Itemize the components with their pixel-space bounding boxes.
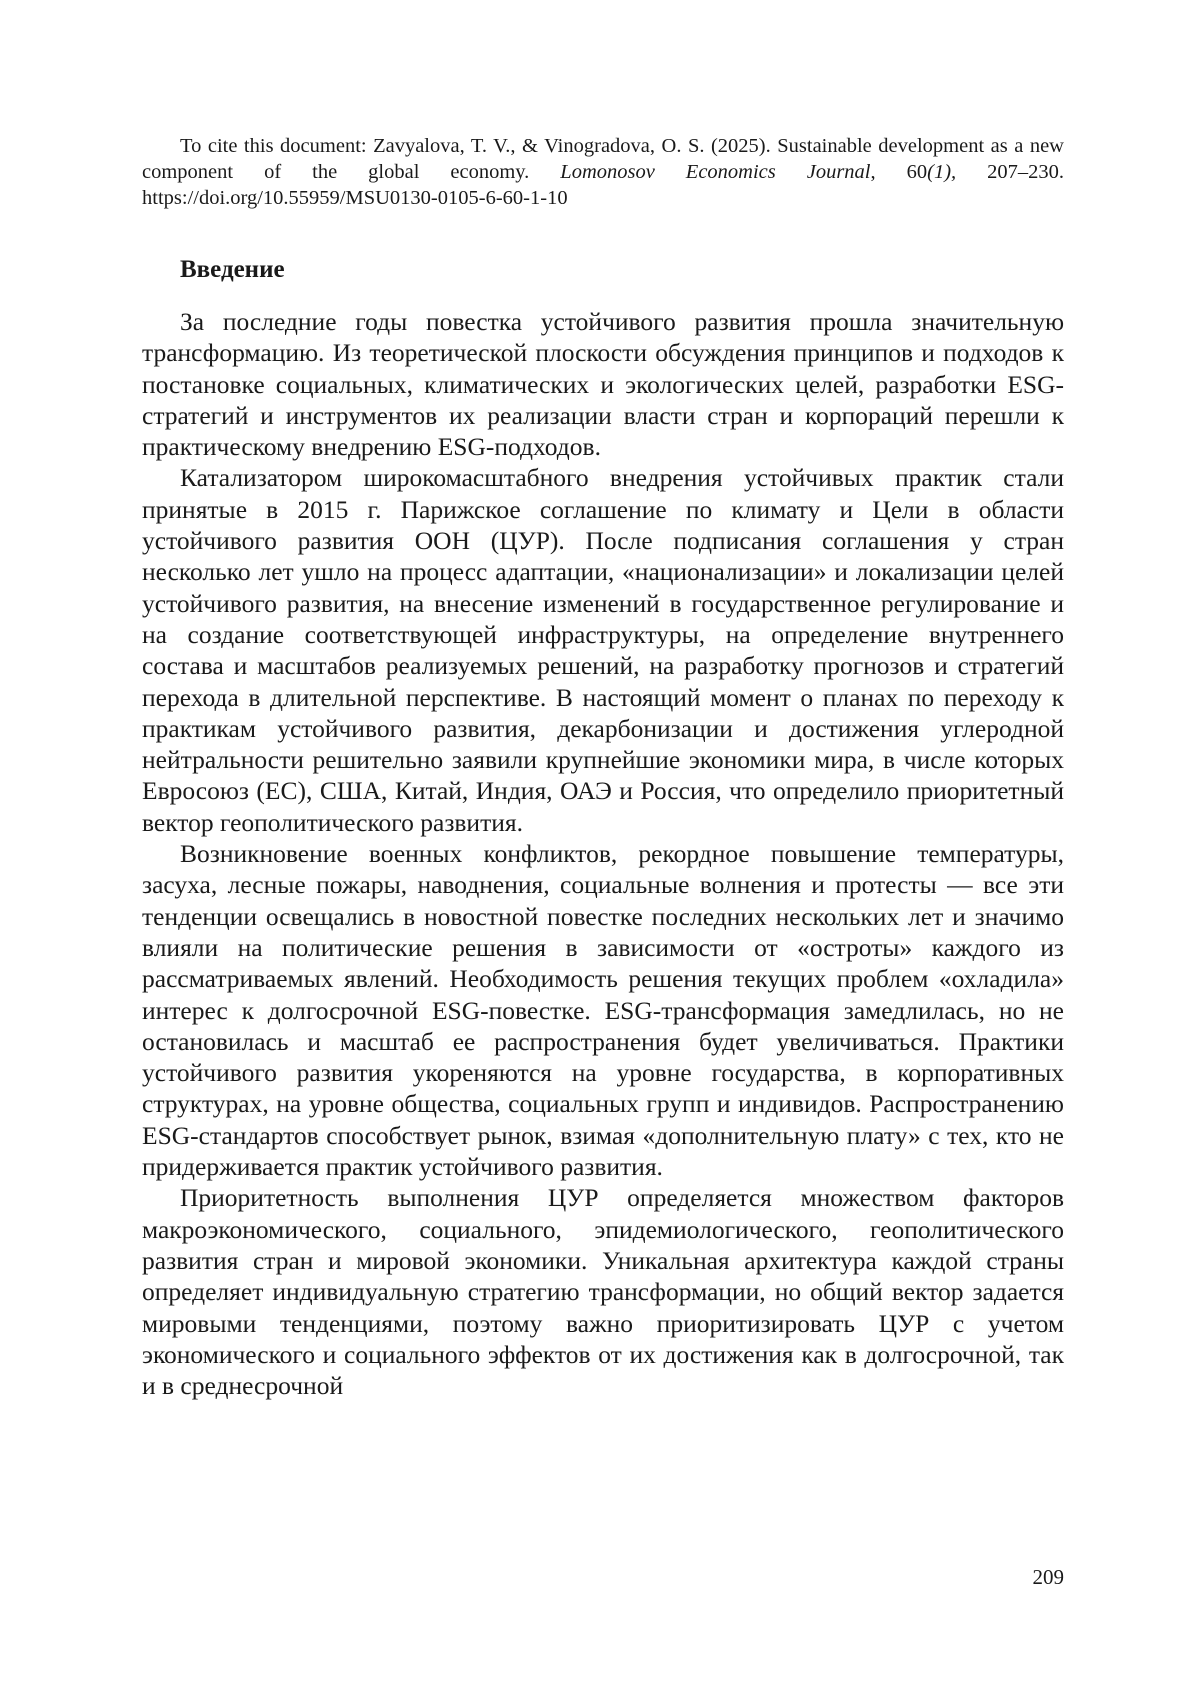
body-text [142, 306, 1064, 1401]
citation-suffix: 207–230. https://doi.org/10.55959/MSU0130-0105-6-60-1-10 [142, 161, 1065, 209]
page-content [142, 133, 1064, 1401]
citation-journal: Lomonosov Economics Journal [560, 161, 871, 183]
citation-prefix: To cite this document: Zavyalova, T. V., & Vinogradova, O. S. (2025). Sustainable development as a new component of the global economy. [142, 135, 1064, 183]
paragraph: Приоритетность выполнения ЦУР определяется множеством факторов макроэкономического, социального, эпидемиологического, геополитического развития стран и мировой экономики. Уникальная архитектура каждой страны определяет индивидуальную стратегию трансформации, но общий вектор задается мировыми тенденциями, поэтому важно приоритизировать ЦУР с учетом экономического и социального эффектов от их достижения как в долгосрочной, так и в среднесрочной [142, 1183, 1064, 1401]
citation [142, 133, 1064, 211]
section-heading: Введение [180, 256, 285, 283]
paragraph: Возникновение военных конфликтов, рекордное повышение температуры, засуха, лесные пожары, наводнения, социальные волнения и протесты — все эти тенденции освещались в новостной повестке последних нескольких лет и значимо влияли на политические решения в зависимости от «остроты» каждого из рассматриваемых явлений. Необходимость решения текущих проблем «охладила» интерес к долгосрочной ESG-повестке. ESG-трансформация замедлилась, но не остановилась и масштаб ее распространения будет увеличиваться. Практики устойчивого развития укореняются на уровне государства, в корпоративных структурах, на уровне общества, социальных групп и индивидов. Распространению ESG-стандартов способствует рынок, взимая «дополнительную плату» с тех, кто не придерживается практик устойчивого развития. [142, 839, 1064, 1182]
citation-issue: (1), [927, 161, 957, 183]
citation-volume: , 60 [870, 161, 928, 183]
page-number: 209 [1032, 1565, 1064, 1589]
paragraph: За последние годы повестка устойчивого развития прошла значительную трансформацию. Из теоретической плоскости обсуждения принципов и подходов к постановке социальных, климатических и экологических целей, разработки ESG-стратегий и инструментов их реализации власти стран и корпораций перешли к практическому внедрению ESG-подходов. [142, 307, 1064, 462]
paragraph: Катализатором широкомасштабного внедрения устойчивых практик стали принятые в 2015 г. Парижское соглашение по климату и Цели в области устойчивого развития ООН (ЦУР). После подписания соглашения у стран несколько лет ушло на процесс адаптации, «национализации» и локализации целей устойчивого развития, на внесение изменений в государственное регулирование и на создание соответствующей инфраструктуры, на определение внутреннего состава и масштабов реализуемых решений, на разработку прогнозов и стратегий перехода в длительной перспективе. В настоящий момент о планах по переходу к практикам устойчивого развития, декарбонизации и достижения углеродной нейтральности решительно заявили крупнейшие экономики мира, в числе которых Евросоюз (ЕС), США, Китай, Индия, ОАЭ и Россия, что определило приоритетный вектор геополитического развития. [142, 463, 1064, 837]
